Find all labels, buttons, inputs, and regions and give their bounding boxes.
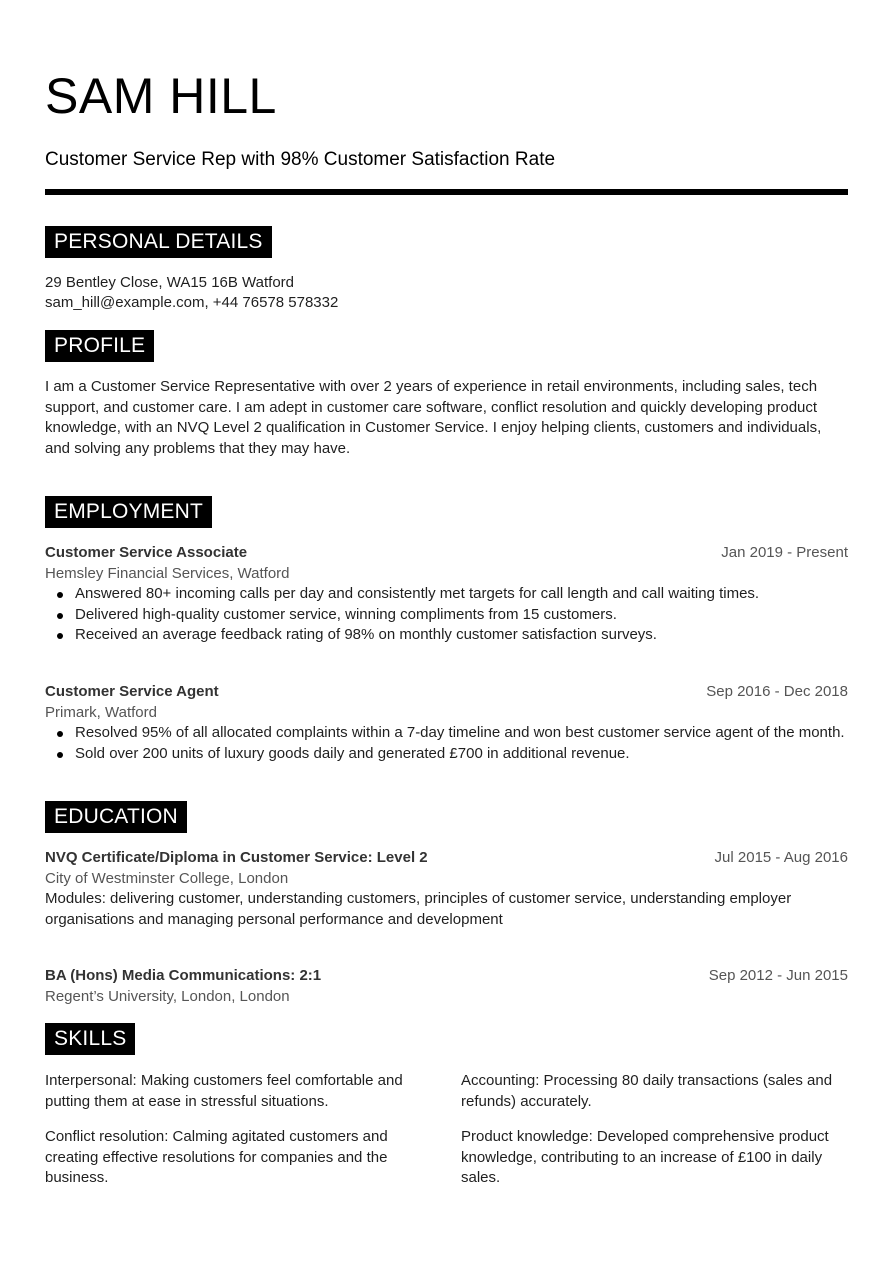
list-item	[45, 605, 848, 626]
headline: Customer Service Rep with 98% Customer Satisfaction Rate	[45, 149, 556, 170]
job-achievements	[45, 723, 848, 764]
achievement-text: Received an average feedback rating of 98% on monthly customer satisfaction surveys.	[75, 626, 657, 644]
skill-item: Accounting: Processing 80 daily transactions (sales and refunds) accurately.	[461, 1072, 833, 1110]
list-item	[45, 723, 848, 744]
achievement-text: Answered 80+ incoming calls per day and consistently met targets for call length and call waiting times.	[75, 585, 760, 602]
job-achievements	[45, 584, 848, 646]
bullet-icon	[57, 633, 63, 639]
section-heading-employment: EMPLOYMENT	[45, 496, 212, 528]
section-heading-education: EDUCATION	[45, 801, 187, 833]
contact-info: sam_hill@example.com, +44 76578 578332	[45, 294, 339, 311]
section-heading-personal-details: PERSONAL DETAILS	[45, 226, 272, 258]
skill-item: Interpersonal: Making customers feel comfortable and putting them at ease in stressful situations.	[45, 1072, 403, 1110]
section-heading-skills: SKILLS	[45, 1023, 135, 1055]
bullet-icon	[57, 731, 63, 737]
header-divider	[45, 189, 848, 195]
list-item	[45, 584, 848, 605]
achievement-text: Delivered high-quality customer service, winning compliments from 15 customers.	[75, 605, 617, 623]
address: 29 Bentley Close, WA15 16B Watford	[45, 274, 295, 291]
bullet-icon	[57, 592, 63, 598]
job-dates: Jan 2019 - Present	[721, 544, 848, 561]
achievement-text: Sold over 200 units of luxury goods daily and generated £700 in additional revenue.	[75, 744, 630, 762]
job-dates: Sep 2016 - Dec 2018	[706, 683, 848, 700]
skill-item: Product knowledge: Developed comprehensive product knowledge, contributing to an increase of £100 in daily sales.	[461, 1128, 829, 1187]
job-company: Hemsley Financial Services, Watford	[45, 565, 290, 582]
candidate-name: SAM HILL	[45, 68, 277, 124]
list-item	[45, 625, 848, 646]
school-name: City of Westminster College, London	[45, 870, 289, 887]
job-company: Primark, Watford	[45, 704, 157, 721]
list-item	[45, 744, 848, 765]
profile-summary: I am a Customer Service Representative with over 2 years of experience in retail environments, including sales, tech support, and customer care. I am adept in customer care software, conflict resolution and quickly developing product knowledge, with an NVQ Level 2 qualification in Customer Service. I enjoy helping clients, customers and individuals, and solving any problems that they may have.	[45, 378, 822, 457]
degree-title: BA (Hons) Media Communications: 2:1	[45, 967, 322, 984]
degree-dates: Jul 2015 - Aug 2016	[714, 849, 848, 866]
school-name: Regent’s University, London, London	[45, 988, 290, 1005]
bullet-icon	[57, 613, 63, 619]
bullet-icon	[57, 752, 63, 758]
degree-details: Modules: delivering customer, understanding customers, principles of customer service, understanding employer organisations and managing personal performance and development	[45, 890, 792, 928]
section-heading-profile: PROFILE	[45, 330, 154, 362]
skill-item: Conflict resolution: Calming agitated customers and creating effective resolutions for companies and the business.	[45, 1128, 388, 1187]
achievement-text: Resolved 95% of all allocated complaints within a 7-day timeline and won best customer service agent of the month.	[75, 724, 845, 741]
job-title: Customer Service Associate	[45, 544, 248, 561]
job-title: Customer Service Agent	[45, 683, 219, 700]
degree-title: NVQ Certificate/Diploma in Customer Service: Level 2	[45, 849, 428, 866]
degree-dates: Sep 2012 - Jun 2015	[708, 967, 848, 984]
